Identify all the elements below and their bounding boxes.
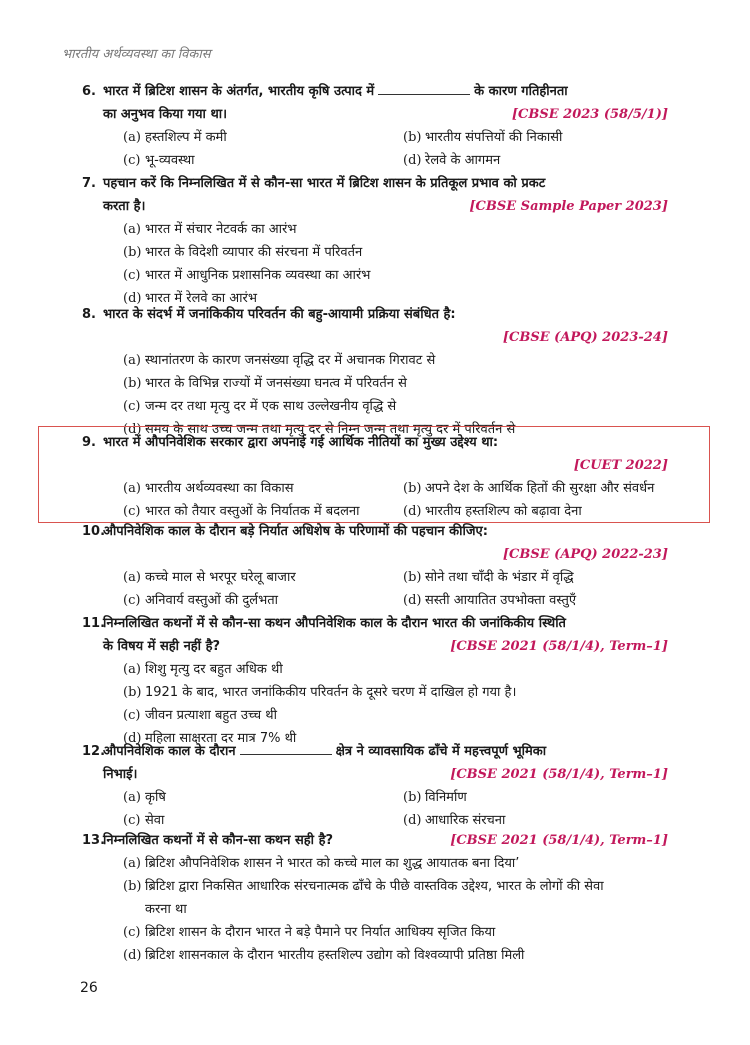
- question-9: [82, 431, 668, 523]
- option-a: (a) कृषि: [123, 790, 166, 805]
- option-c: (c) जन्म दर तथा मृत्यु दर में एक साथ उल्लेखनीय वृद्धि से: [123, 399, 397, 414]
- question-text: निम्नलिखित कथनों में से कौन-सा कथन सही है?: [103, 833, 334, 848]
- question-text: औपनिवेशिक काल के दौरान: [103, 744, 236, 759]
- option-b: (b) ब्रिटिश द्वारा निकसित आधारिक संरचनात्मक ढाँचे के पीछे वास्तविक उद्देश्य, भारत के लोगों की सेवा: [123, 879, 604, 894]
- question-number: 10.: [82, 524, 106, 539]
- option-c: (c) जीवन प्रत्याशा बहुत उच्च थी: [123, 708, 277, 723]
- question-source: [CBSE Sample Paper 2023]: [469, 199, 668, 214]
- option-a: (a) हस्तशिल्प में कमी: [123, 130, 227, 145]
- option-b: (b) अपने देश के आर्थिक हितों की सुरक्षा और संवर्धन: [403, 481, 655, 496]
- option-d: (d) भारतीय हस्तशिल्प को बढ़ावा देना: [403, 504, 582, 519]
- question-number: 11.: [82, 616, 106, 631]
- option-b: (b) भारत के विभिन्न राज्यों में जनसंख्या घनत्व में परिवर्तन से: [123, 376, 407, 391]
- option-c: (c) भारत को तैयार वस्तुओं के निर्यातक में बदलना: [123, 504, 360, 519]
- question-source: [CBSE (APQ) 2023-24]: [502, 330, 668, 345]
- option-d: (d) ब्रिटिश शासनकाल के दौरान भारतीय हस्तशिल्प उद्योग को विश्वव्यापी प्रतिष्ठा मिली: [123, 948, 525, 963]
- option-d: (d) आधारिक संरचना: [403, 813, 506, 828]
- question-source: [CBSE 2021 (58/1/4), Term–1]: [450, 639, 668, 654]
- question-text: औपनिवेशिक काल के दौरान बड़े निर्यात अधिशेष के परिणामों की पहचान कीजिए:: [103, 524, 488, 539]
- question-text: पहचान करें कि निम्नलिखित में से कौन-सा भारत में ब्रिटिश शासन के प्रतिकूल प्रभाव को प्रकट: [103, 176, 546, 191]
- question-source: [CBSE 2023 (58/5/1)]: [511, 107, 668, 122]
- option-d: (d) समय के साथ उच्च जन्म तथा मृत्यु दर से निम्न जन्म तथा मृत्यु दर में परिवर्तन से: [123, 422, 516, 437]
- option-b-continued: करना था: [145, 902, 187, 917]
- option-b: (b) सोने तथा चाँदी के भंडार में वृद्धि: [403, 570, 574, 585]
- option-b: (b) 1921 के बाद, भारत जनांकिकीय परिवर्तन के दूसरे चरण में दाखिल हो गया है।: [123, 685, 517, 700]
- question-8: [82, 303, 668, 441]
- question-6: [82, 80, 668, 172]
- option-d: (d) सस्ती आयातित उपभोक्ता वस्तुएँ: [403, 593, 577, 608]
- question-text: करता है।: [103, 199, 146, 214]
- option-b: (b) भारत के विदेशी व्यापार की संरचना में परिवर्तन: [123, 245, 363, 260]
- option-a: (a) भारत में संचार नेटवर्क का आरंभ: [123, 222, 297, 237]
- option-c: (c) भारत में आधुनिक प्रशासनिक व्यवस्था का आरंभ: [123, 268, 371, 283]
- option-d: (d) भारत में रेलवे का आरंभ: [123, 291, 257, 306]
- option-c: (c) अनिवार्य वस्तुओं की दुर्लभता: [123, 593, 279, 608]
- question-text: के कारण गतिहीनता: [474, 84, 568, 99]
- question-text: भारत में ब्रिटिश शासन के अंतर्गत, भारतीय कृषि उत्पाद में: [103, 84, 375, 99]
- option-a: (a) शिशु मृत्यु दर बहुत अधिक थी: [123, 662, 283, 677]
- option-a: (a) कच्चे माल से भरपूर घरेलू बाजार: [123, 570, 296, 585]
- option-a: (a) भारतीय अर्थव्यवस्था का विकास: [123, 481, 294, 496]
- question-11: [82, 612, 668, 750]
- option-d: (d) महिला साक्षरता दर मात्र 7% थी: [123, 731, 297, 746]
- question-source: [CUET 2022]: [573, 458, 668, 473]
- option-a: (a) ब्रिटिश औपनिवेशिक शासन ने भारत को कच्चे माल का शुद्ध आयातक बना दिया’: [123, 856, 520, 871]
- question-number: 13.: [82, 833, 106, 848]
- question-text: क्षेत्र ने व्यावसायिक ढाँचे में महत्त्वपूर्ण भूमिका: [335, 744, 547, 759]
- question-source: [CBSE (APQ) 2022-23]: [502, 547, 668, 562]
- question-number: 7.: [82, 176, 96, 191]
- option-b: (b) भारतीय संपत्तियों की निकासी: [403, 130, 563, 145]
- option-c: (c) ब्रिटिश शासन के दौरान भारत ने बड़े पैमाने पर निर्यात आधिक्य सृजित किया: [123, 925, 496, 940]
- question-10: [82, 520, 668, 612]
- question-number: 6.: [82, 84, 96, 99]
- question-7: [82, 172, 668, 310]
- question-text: के विषय में सही नहीं है?: [103, 639, 221, 654]
- option-b: (b) विनिर्माण: [403, 790, 467, 805]
- option-a: (a) स्थानांतरण के कारण जनसंख्या वृद्धि दर में अचानक गिरावट से: [123, 353, 436, 368]
- option-c: (c) भू-व्यवस्था: [123, 153, 195, 168]
- question-source: [CBSE 2021 (58/1/4), Term–1]: [450, 767, 668, 782]
- question-12: [82, 740, 668, 832]
- option-c: (c) सेवा: [123, 813, 165, 828]
- question-text: भारत के संदर्भ में जनांकिकीय परिवर्तन की बहु-आयामी प्रक्रिया संबंधित है:: [103, 307, 456, 322]
- question-source: [CBSE 2021 (58/1/4), Term–1]: [450, 833, 668, 848]
- fill-blank: [240, 740, 332, 755]
- question-text: निम्नलिखित कथनों में से कौन-सा कथन औपनिवेशिक काल के दौरान भारत की जनांकिकीय स्थिति: [103, 616, 566, 631]
- question-number: 9.: [82, 435, 96, 450]
- question-number: 8.: [82, 307, 96, 322]
- question-text: निभाई।: [103, 767, 138, 782]
- question-13: [82, 829, 668, 967]
- fill-blank: [378, 80, 470, 95]
- option-d: (d) रेलवे के आगमन: [403, 153, 501, 168]
- question-text: भारत में औपनिवेशिक सरकार द्वारा अपनाई गई आर्थिक नीतियों का मुख्य उद्देश्य था:: [103, 435, 499, 450]
- question-number: 12.: [82, 744, 106, 759]
- running-head: भारतीय अर्थव्यवस्था का विकास: [62, 47, 211, 62]
- question-text: का अनुभव किया गया था।: [103, 107, 228, 122]
- page-number: 26: [80, 980, 98, 996]
